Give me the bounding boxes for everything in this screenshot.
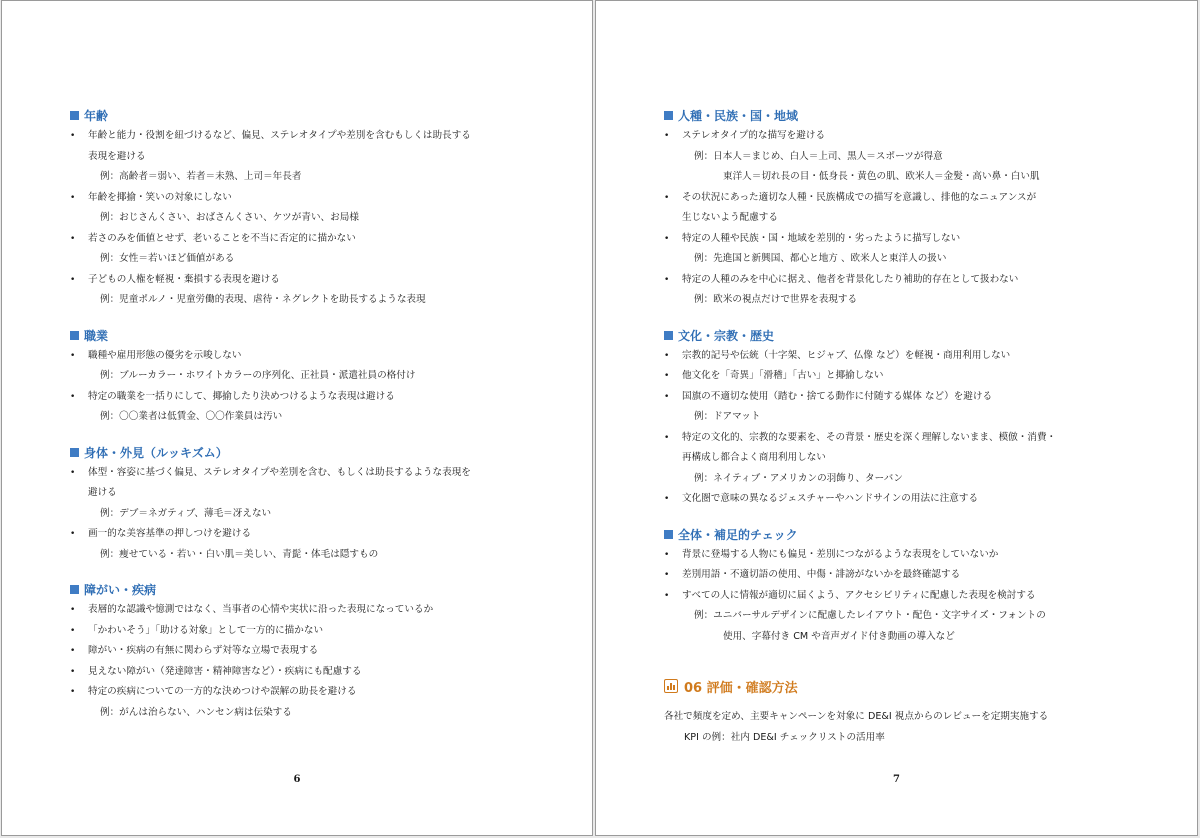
section: [664, 325, 1134, 510]
bullet-dot-icon: •: [70, 646, 76, 656]
right-page-content: [664, 105, 1134, 748]
example-text: 例：ブルーカラー・ホワイトカラーの序列化、正社員・派遣社員の格付け: [100, 370, 416, 381]
bullet-line: [70, 270, 540, 291]
list-item: [70, 229, 540, 270]
bullet-dot-icon: •: [664, 391, 670, 402]
list-item: [70, 188, 540, 229]
bullet-line: [70, 463, 540, 484]
bullet-line: [664, 545, 1134, 566]
list-item: [664, 489, 1134, 510]
item-text: 宗教的記号や伝統（十字架、ヒジャブ、仏像 など）を軽視・商用利用しない: [682, 349, 1011, 361]
bullet-line: [664, 126, 1134, 147]
bar-chart-icon: [664, 679, 678, 693]
item-text: 若さのみを価値とせず、老いることを不当に否定的に描かない: [88, 232, 356, 244]
bullet-dot-icon: •: [70, 625, 76, 636]
section: [664, 105, 1134, 311]
section: [70, 442, 540, 566]
bullet-line: [70, 524, 540, 545]
bullet-line: [664, 586, 1134, 607]
bullet-dot-icon: •: [70, 274, 76, 285]
section-heading-text: 人種・民族・国・地域: [678, 109, 799, 123]
item-text: 文化圏で意味の異なるジェスチャーやハンドサインの用法に注意する: [682, 493, 979, 504]
item-text: 画一的な美容基準の押しつけを避ける: [88, 528, 252, 539]
item-text: ステレオタイプ的な描写を避ける: [682, 130, 826, 141]
list-item: [70, 126, 540, 188]
bullet-dot-icon: •: [664, 131, 670, 141]
page-number: 6: [293, 774, 301, 785]
bullet-dot-icon: •: [664, 274, 670, 285]
bullet-line: [70, 600, 540, 621]
list-item: [70, 270, 540, 311]
bullet-line: [70, 387, 540, 408]
item-text: すべての人に情報が適切に届くよう、アクセシビリティに配慮した表現を検討する: [682, 589, 1036, 601]
item-text: 特定の文化的、宗教的な要素を、その背景・歴史を深く理解しないまま、模倣・消費・: [682, 431, 1057, 443]
bullet-line: [664, 428, 1134, 449]
list-item: [70, 524, 540, 565]
item-text: 特定の疾病についての一方的な決めつけや誤解の助長を避ける: [88, 686, 357, 697]
item-text: 他文化を「奇異」「滑稽」「古い」と揶揄しない: [682, 370, 884, 381]
example-text: 例：先進国と新興国、都心と地方 、欧米人と東洋人の扱い: [694, 253, 947, 264]
section-heading: [70, 105, 540, 126]
section: [70, 325, 540, 428]
item-text: 表層的な認識や憶測ではなく、当事者の心情や実状に沿った表現になっているか: [88, 604, 434, 615]
item-text-continued: 再構成し都合よく商用利用しない: [682, 452, 826, 463]
section-heading-text: 身体・外見（ルッキズム）: [84, 445, 228, 460]
evaluation-heading: [664, 675, 1134, 697]
example-text: 例：高齢者＝弱い、若者＝未熟、上司＝年長者: [100, 171, 302, 182]
square-bullet-icon: [664, 111, 673, 120]
example-text: 例：欧米の視点だけで世界を表現する: [694, 294, 858, 305]
item-text-continued: 生じないよう配慮する: [682, 212, 778, 223]
section-heading-text: 年齢: [84, 109, 109, 123]
bullet-dot-icon: •: [70, 467, 76, 478]
bullet-line: [70, 229, 540, 250]
page-right: [595, 0, 1198, 836]
square-bullet-icon: [70, 448, 79, 457]
bullet-dot-icon: •: [664, 494, 670, 504]
bullet-dot-icon: •: [70, 529, 76, 539]
bullet-line: [664, 188, 1134, 209]
page-number: 7: [893, 774, 900, 785]
section: [664, 524, 1134, 648]
list-item: [664, 229, 1134, 270]
section-heading-text: 文化・宗教・歴史: [678, 328, 775, 343]
item-text: 「かわいそう」「助ける対象」として一方的に描かない: [88, 624, 324, 636]
item-text-continued: 表現を避ける: [88, 150, 146, 162]
section-heading: [70, 325, 540, 346]
bullet-line: [664, 565, 1134, 586]
evaluation-section: [664, 675, 1134, 748]
left-page-content: [70, 105, 540, 737]
page-left: [1, 0, 593, 836]
bullet-dot-icon: •: [70, 131, 76, 141]
square-bullet-icon: [70, 111, 79, 120]
item-text: 子どもの人権を軽視・棄損する表現を避ける: [88, 273, 280, 285]
example-text: 例：痩せている・若い・白い肌＝美しい、青髭・体毛は隠すもの: [100, 548, 379, 560]
bullet-line: [664, 489, 1134, 510]
list-item: [70, 387, 540, 428]
item-text: 体型・容姿に基づく偏見、ステレオタイプや差別を含む、もしくは助長するような表現を: [88, 466, 471, 478]
example-text-continued: 使用、字幕付き CM や音声ガイド付き動画の導入など: [723, 630, 955, 642]
example-text-continued: 東洋人＝切れ長の目・低身長・黄色の肌、欧米人＝金髪・高い鼻・白い肌: [723, 171, 1040, 182]
bullet-dot-icon: •: [664, 570, 670, 580]
example-text: 例：日本人＝まじめ、白人＝上司、黒人＝スポーツが得意: [694, 150, 943, 162]
bullet-line: [664, 366, 1134, 387]
example-text: 例：おじさんくさい、おばさんくさい、ケツが青い、お局様: [100, 212, 359, 223]
list-item: [664, 126, 1134, 188]
item-text: 職種や雇用形態の優劣を示唆しない: [88, 349, 242, 361]
list-item: [664, 366, 1134, 387]
list-item: [70, 621, 540, 642]
bullet-dot-icon: •: [70, 605, 76, 615]
section-heading-text: 職業: [84, 328, 109, 343]
bullet-dot-icon: •: [70, 192, 76, 203]
bullet-dot-icon: •: [70, 233, 76, 244]
evaluation-text: 各社で頻度を定め、主要キャンペーンを対象に DE&I 視点からのレビューを定期実施する: [664, 711, 1049, 722]
bullet-dot-icon: •: [70, 687, 76, 697]
section-heading: [70, 579, 540, 600]
bullet-line: [70, 621, 540, 642]
list-item: [70, 641, 540, 662]
item-text: 年齢と能力・役割を紐づけるなど、偏見、ステレオタイプや差別を含むもしくは助長する: [88, 130, 471, 141]
section: [70, 579, 540, 723]
list-item: [664, 346, 1134, 367]
item-text: 年齢を揶揄・笑いの対象にしない: [88, 191, 232, 203]
section-heading: [70, 442, 540, 463]
section-heading: [664, 105, 1134, 126]
bullet-dot-icon: •: [664, 192, 670, 203]
list-item: [70, 682, 540, 723]
bullet-line: [70, 662, 540, 683]
square-bullet-icon: [70, 585, 79, 594]
item-text: 見えない障がい（発達障害・精神障害など）・疾病にも配慮する: [88, 665, 362, 677]
bullet-dot-icon: •: [664, 549, 670, 560]
bullet-dot-icon: •: [664, 590, 670, 601]
item-text: 障がい・疾病の有無に関わらず対等な立場で表現する: [88, 645, 319, 656]
list-item: [664, 188, 1134, 229]
example-text: 例：〇〇業者は低賃金、〇〇作業員は汚い: [100, 411, 283, 422]
item-text: 背景に登場する人物にも偏見・差別につながるような表現をしていないか: [682, 548, 999, 560]
bullet-dot-icon: •: [664, 350, 670, 361]
section: [70, 105, 540, 311]
square-bullet-icon: [664, 331, 673, 340]
list-item: [664, 565, 1134, 586]
list-item: [664, 387, 1134, 428]
list-item: [664, 545, 1134, 566]
section-heading: [664, 325, 1134, 346]
evaluation-kpi: KPI の例：社内 DE&I チェックリストの活用率: [684, 731, 885, 743]
bullet-dot-icon: •: [70, 391, 76, 402]
item-text: 特定の人種や民族・国・地域を差別的・劣ったように描写しない: [682, 232, 961, 244]
bullet-line: [664, 387, 1134, 408]
item-text: 特定の職業を一括りにして、揶揄したり決めつけるような表現は避ける: [88, 390, 395, 402]
list-item: [70, 346, 540, 387]
section-heading: [664, 524, 1134, 545]
bullet-dot-icon: •: [664, 432, 670, 443]
example-text: 例：ユニバーサルデザインに配慮したレイアウト・配色・文字サイズ・フォントの: [694, 610, 1046, 621]
example-text: 例：がんは治らない、ハンセン病は伝染する: [100, 706, 292, 718]
bullet-line: [664, 346, 1134, 367]
example-text: 例：ドアマット: [694, 411, 761, 422]
example-text: 例：ネイティブ・アメリカンの羽飾り、ターバン: [694, 472, 903, 484]
bullet-line: [664, 229, 1134, 250]
evaluation-title: 06 評価・確認方法: [684, 680, 798, 696]
item-text: その状況にあった適切な人種・民族構成での描写を意識し、排他的なニュアンスが: [682, 191, 1037, 203]
list-item: [70, 463, 540, 525]
example-text: 例：児童ポルノ・児童労働的表現、虐待・ネグレクトを助長するような表現: [100, 294, 426, 305]
section-heading-text: 全体・補足的チェック: [678, 527, 798, 542]
bullet-line: [70, 188, 540, 209]
bullet-dot-icon: •: [70, 350, 76, 361]
bullet-line: [664, 270, 1134, 291]
list-item: [664, 270, 1134, 311]
square-bullet-icon: [70, 331, 79, 340]
bullet-line: [70, 126, 540, 147]
square-bullet-icon: [664, 530, 673, 539]
example-text: 例：デブ＝ネガティブ、薄毛＝冴えない: [100, 507, 272, 519]
bullet-dot-icon: •: [664, 371, 670, 381]
item-text-continued: 避ける: [88, 487, 117, 498]
bullet-dot-icon: •: [664, 233, 670, 244]
list-item: [664, 428, 1134, 490]
bullet-line: [70, 682, 540, 703]
item-text: 差別用語・不適切語の使用、中傷・誹謗がないかを最終確認する: [682, 569, 961, 580]
list-item: [70, 662, 540, 683]
list-item: [664, 586, 1134, 648]
bullet-line: [70, 346, 540, 367]
bullet-line: [70, 641, 540, 662]
item-text: 特定の人種のみを中心に据え、他者を背景化したり補助的存在として扱わない: [682, 273, 1019, 285]
section-heading-text: 障がい・疾病: [84, 583, 157, 597]
example-text: 例：女性＝若いほど価値がある: [100, 253, 235, 264]
evaluation-body: [664, 707, 1134, 748]
list-item: [70, 600, 540, 621]
item-text: 国旗の不適切な使用（踏む・捨てる動作に付随する媒体 など）を避ける: [682, 390, 993, 402]
bullet-dot-icon: •: [70, 666, 76, 677]
